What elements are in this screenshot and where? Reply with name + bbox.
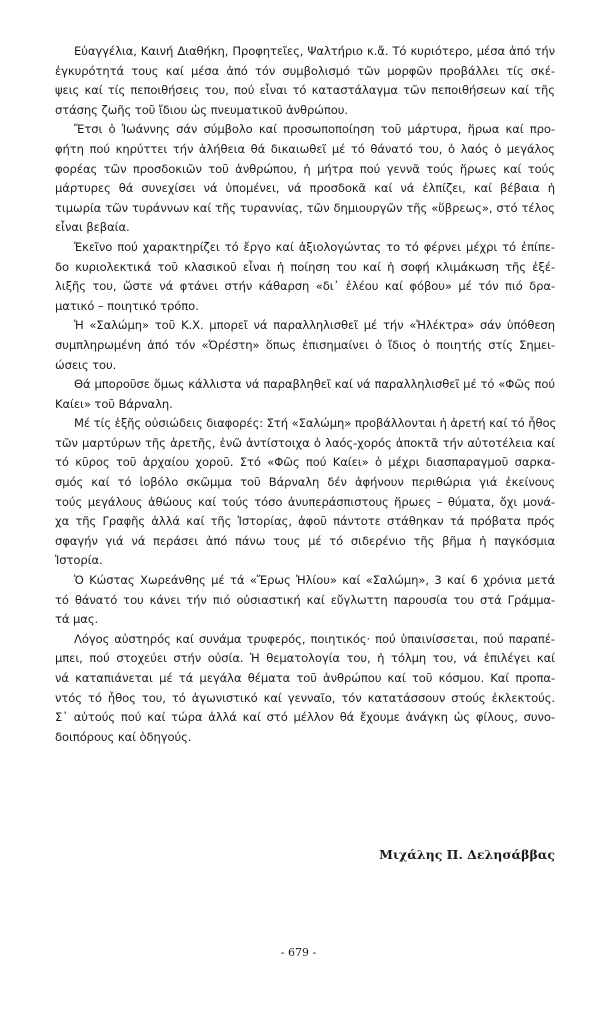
text-line: τιμωρία τῶν τυράννων καί τῆς τυραννίας, τῶν δημιουργῶν τῆς «ὕβρεως», στό τέλος — [55, 200, 555, 215]
text-line: τό κῦρος τοῦ ἀρχαίου χοροῦ. Στό «Φῶς πού Καίει» ὁ μέχρι διασπαραγμοῦ σαρκα- — [55, 455, 555, 470]
text-line: τούς μεγάλους ἀθώους καί τούς τόσο ἀνυπεράσπιστους ἥρωες – θύματα, ὄχι μονά- — [55, 494, 555, 509]
paragraph — [55, 42, 555, 120]
text-line: Εὐαγγέλια, Καινή Διαθήκη, Προφητεῖες, Ψαλτήριο κ.ἄ. Τό κυριότερο, μέσα ἀπό τήν — [74, 44, 555, 58]
paragraph — [55, 414, 555, 571]
text-line: ἐγκυρότητά τους καί μέσα ἀπό τόν συμβολισμό τῶν μορφῶν προβάλλει τίς σκέ- — [55, 63, 555, 78]
text-line: Μέ τίς ἑξῆς οὐσιώδεις διαφορές: Στή «Σαλώμη» προβάλλονται ἡ ἀρετή καί τό ἦθος — [74, 416, 557, 431]
text-line: ντός τό ἦθος του, τό ἀγωνιστικό καί γενναῖο, τόν κατατάσσουν στούς ἐκλεκτούς. — [55, 690, 555, 705]
text-line: συμπληρωμένη ἀπό τόν «Ὀρέστη» ὅπως ἐπισημαίνει ὁ ἴδιος ὁ ποιητής στίς Σημει- — [55, 337, 555, 352]
text-line: ματικό – ποιητικό τρόπο. — [55, 298, 199, 313]
text-line: ψεις καί τίς πεποιθήσεις του, πού εἶναι τό καταστάλαγμα τῶν πεποιθήσεων καί τῆς — [55, 83, 555, 98]
text-line: Ἔτσι ὁ Ἰωάννης σάν σύμβολο καί προσωποποίηση τοῦ μάρτυρα, ἥρωα καί προ- — [74, 122, 555, 137]
body-text — [55, 42, 555, 747]
text-line: δοιπόρους καί ὁδηγούς. — [55, 729, 192, 744]
text-line: τό θάνατό του κάνει τήν πιό οὐσιαστική καί εὔγλωττη παρουσία του στά Γράμμα- — [55, 592, 555, 607]
text-line: εἶναι βεβαία. — [55, 220, 130, 235]
text-line: δο κυριολεκτικά τοῦ κλασικοῦ εἶναι ἡ ποίηση του καί ἡ σοφή κλιμάκωση τῆς ἐξέ- — [55, 259, 555, 274]
text-line: Θά μποροῦσε ὅμως κάλλιστα νά παραβληθεῖ καί νά παραλληλισθεῖ μέ τό «Φῶς πού — [74, 377, 555, 392]
text-line: Λόγος αὐστηρός καί συνάμα τρυφερός, ποιητικός· πού ὑπαινίσσεται, πού παραπέ- — [74, 631, 555, 646]
paragraph — [55, 630, 555, 748]
page-number: - 679 - — [280, 946, 317, 959]
text-line: μάρτυρες θά συνεχίσει νά ὑπομένει, νά προσδοκᾶ καί νά ἐλπίζει, καί βέβαια ἡ — [55, 181, 555, 196]
text-line: χα τῆς Γραφῆς ἀλλά καί τῆς Ἱστορίας, ἀφοῦ πάντοτε στάθηκαν τά πρόβατα πρός — [55, 514, 555, 529]
text-line: φορέας τῶν προσδοκιῶν τοῦ ἀνθρώπου, ἡ μήτρα πού γεννᾶ τούς ἥρωες καί τούς — [55, 161, 555, 176]
text-line: ώσεις του. — [55, 357, 117, 372]
paragraph — [55, 571, 555, 630]
text-line: τά μας. — [55, 612, 99, 627]
text-line: μπει, πού στοχεύει στήν οὐσία. Ἡ θεματολογία του, ἡ τόλμη του, νά ἐπιλέγει καί — [55, 651, 555, 666]
paragraph — [55, 120, 555, 238]
author-signature: Μιχάλης Π. Δελησάββας — [379, 847, 555, 862]
text-line: τῶν μαρτύρων τῆς ἀρετῆς, ἐνῶ ἀντίστοιχα ὁ λαός-χορός ἀποκτᾶ τήν αὐτοτέλεια καί — [55, 435, 555, 450]
text-line: φήτη πού κηρύττει τήν ἀλήθεια θά δικαιωθεῖ μέ τό θάνατό του, ὁ λαός ὁ μεγάλος — [55, 141, 555, 156]
text-line: Καίει» τοῦ Βάρναλη. — [55, 396, 173, 411]
paragraph — [55, 316, 555, 375]
text-line: Ἡ «Σαλώμη» τοῦ Κ.Χ. μπορεῖ νά παραλληλισθεῖ μέ τήν «Ἠλέκτρα» σάν ὑπόθεση — [74, 318, 555, 333]
text-line: Ἐκεῖνο πού χαρακτηρίζει τό ἔργο καί ἀξιολογώντας το τό φέρνει μέχρι τό ἐπίπε- — [74, 239, 555, 254]
text-line: στάσης ζωῆς τοῦ ἴδιου ὡς πνευματικοῦ ἀνθρώπου. — [55, 102, 348, 117]
text-line: Σ᾽ αὐτούς πού καί τώρα ἀλλά καί στό μέλλον θά ἔχουμε ἀνάγκη ὡς φίλους, συνο- — [55, 710, 555, 725]
paragraph — [55, 375, 555, 414]
text-line: σμός καί τό ἰοβόλο σκῶμμα τοῦ Βάρναλη δέν ἀφήνουν περιθώρια γιά ἐκείνους — [55, 475, 555, 490]
text-line: Ἱστορία. — [55, 553, 103, 568]
text-line: σφαγήν γιά νά περάσει ἀπό πάνω τους μέ τό σιδερένιο τῆς βῆμα ἡ παγκόσμια — [55, 533, 555, 548]
paragraph — [55, 238, 555, 316]
text-line: Ὁ Κώστας Χωρεάνθης μέ τά «Ἔρως Ἡλίου» καί «Σαλώμη», 3 καί 6 χρόνια μετά — [74, 573, 555, 588]
text-line: νά καταπιάνεται μέ τά μεγάλα θέματα τοῦ ἀνθρώπου καί τοῦ κόσμου. Καί προπα- — [55, 671, 555, 685]
text-line: λιξῆς του, ὥστε νά φτάνει στήν κάθαρση «δι᾽ ἐλέου καί φόβου» μέ τόν πιό δρα- — [55, 279, 555, 294]
